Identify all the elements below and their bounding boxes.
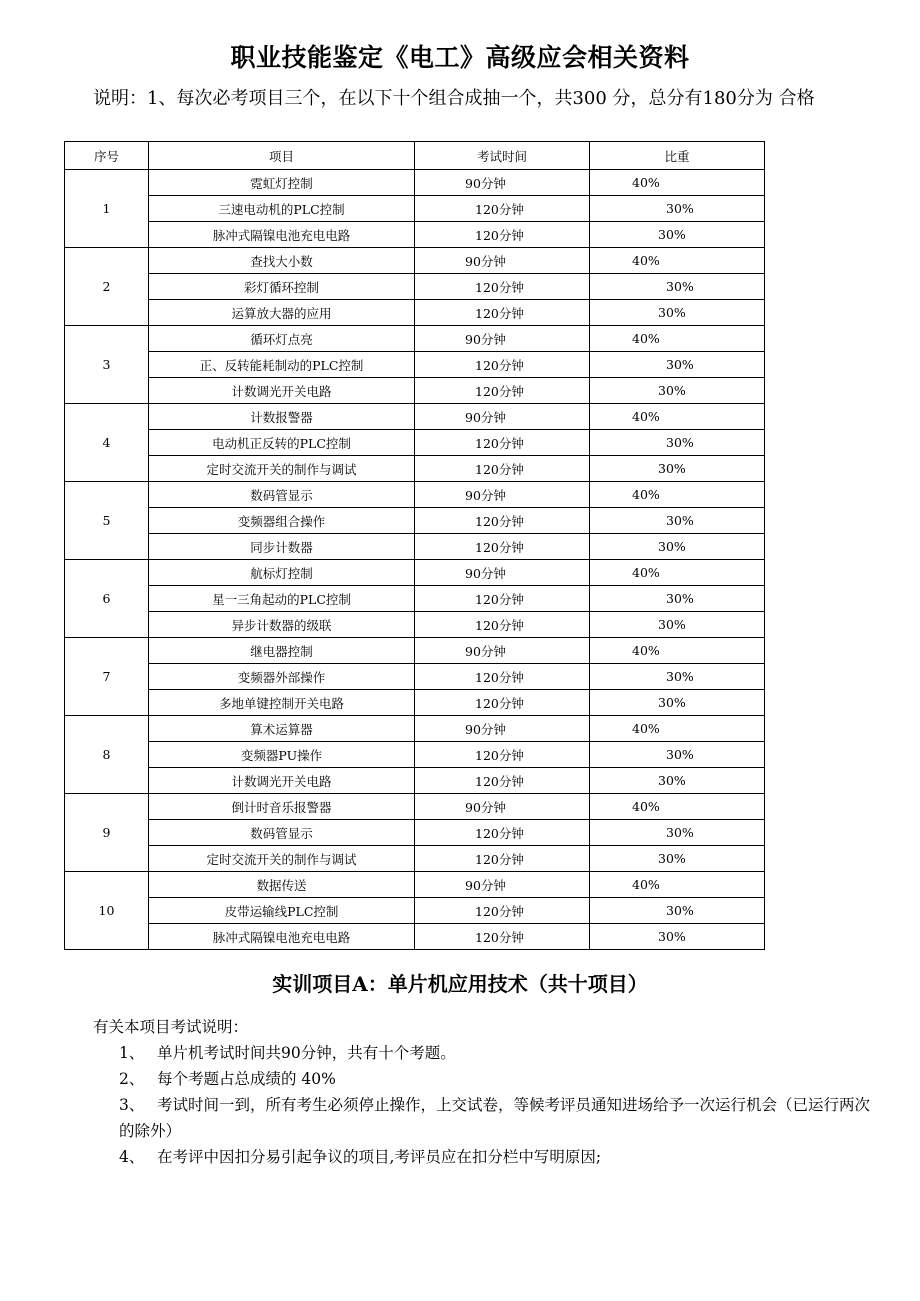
item-cell: 变频器外部操作 — [149, 664, 415, 690]
weight-cell: 40% — [590, 482, 765, 508]
item-cell: 数码管显示 — [149, 820, 415, 846]
header-time: 考试时间 — [415, 142, 590, 170]
item-cell: 同步计数器 — [149, 534, 415, 560]
note-item — [93, 1092, 873, 1144]
header-seq: 序号 — [65, 142, 149, 170]
group-seq-cell: 4 — [65, 404, 149, 482]
item-cell: 计数报警器 — [149, 404, 415, 430]
weight-cell: 30% — [590, 508, 765, 534]
item-cell: 运算放大器的应用 — [149, 300, 415, 326]
time-cell: 90分钟 — [415, 170, 590, 196]
weight-cell: 30% — [590, 690, 765, 716]
weight-cell: 40% — [590, 638, 765, 664]
item-cell: 计数调光开关电路 — [149, 378, 415, 404]
item-cell: 数据传送 — [149, 872, 415, 898]
table-row — [65, 430, 765, 456]
item-cell: 脉冲式隔镍电池充电电路 — [149, 222, 415, 248]
notes-heading: 有关本项目考试说明： — [93, 1018, 249, 1036]
document-title: 职业技能鉴定《电工》高级应会相关资料 — [230, 43, 690, 72]
group-seq-cell: 6 — [65, 560, 149, 638]
weight-cell: 30% — [590, 586, 765, 612]
time-cell: 120分钟 — [415, 352, 590, 378]
table-row — [65, 820, 765, 846]
item-cell: 异步计数器的级联 — [149, 612, 415, 638]
note-number: 4、 — [119, 1148, 145, 1166]
group-seq-cell: 8 — [65, 716, 149, 794]
group-seq-cell: 9 — [65, 794, 149, 872]
time-cell: 120分钟 — [415, 378, 590, 404]
weight-cell: 40% — [590, 326, 765, 352]
time-cell: 120分钟 — [415, 196, 590, 222]
time-cell: 120分钟 — [415, 924, 590, 950]
time-cell: 90分钟 — [415, 404, 590, 430]
time-cell: 120分钟 — [415, 768, 590, 794]
table-row — [65, 456, 765, 482]
note-item — [93, 1040, 873, 1066]
exam-table — [64, 141, 765, 950]
note-text: 在考评中因扣分易引起争议的项目,考评员应在扣分栏中写明原因; — [157, 1148, 602, 1166]
item-cell: 循环灯点亮 — [149, 326, 415, 352]
table-row — [65, 560, 765, 586]
time-cell: 90分钟 — [415, 560, 590, 586]
note-item — [93, 1066, 873, 1092]
weight-cell: 30% — [590, 378, 765, 404]
intro-text: 说明：1、每次必考项目三个，在以下十个组合成抽一个，共300 分，总分有180分为 合格 — [93, 88, 815, 109]
weight-cell: 30% — [590, 222, 765, 248]
note-number: 3、 — [119, 1096, 145, 1114]
table-row — [65, 248, 765, 274]
weight-cell: 30% — [590, 352, 765, 378]
table-row — [65, 664, 765, 690]
table-row — [65, 846, 765, 872]
time-cell: 120分钟 — [415, 586, 590, 612]
weight-cell: 30% — [590, 534, 765, 560]
group-seq-cell: 10 — [65, 872, 149, 950]
group-seq-cell: 7 — [65, 638, 149, 716]
item-cell: 变频器PU操作 — [149, 742, 415, 768]
time-cell: 120分钟 — [415, 508, 590, 534]
weight-cell: 30% — [590, 612, 765, 638]
table-header-row — [65, 142, 765, 170]
time-cell: 90分钟 — [415, 872, 590, 898]
table-row — [65, 768, 765, 794]
table-body — [65, 170, 765, 950]
weight-cell: 40% — [590, 170, 765, 196]
table-row — [65, 196, 765, 222]
item-cell: 脉冲式隔镍电池充电电路 — [149, 924, 415, 950]
weight-cell: 30% — [590, 742, 765, 768]
time-cell: 120分钟 — [415, 820, 590, 846]
group-seq-cell: 1 — [65, 170, 149, 248]
time-cell: 90分钟 — [415, 326, 590, 352]
table-row — [65, 716, 765, 742]
table-row — [65, 612, 765, 638]
weight-cell: 30% — [590, 924, 765, 950]
time-cell: 90分钟 — [415, 638, 590, 664]
weight-cell: 30% — [590, 274, 765, 300]
weight-cell: 40% — [590, 872, 765, 898]
time-cell: 90分钟 — [415, 248, 590, 274]
table-row — [65, 924, 765, 950]
time-cell: 90分钟 — [415, 482, 590, 508]
table-row — [65, 690, 765, 716]
time-cell: 120分钟 — [415, 274, 590, 300]
weight-cell: 40% — [590, 560, 765, 586]
time-cell: 120分钟 — [415, 300, 590, 326]
section-title: 实训项目A：单片机应用技术（共十项目） — [272, 972, 648, 996]
note-text: 单片机考试时间共90分钟，共有十个考题。 — [157, 1044, 456, 1062]
group-seq-cell: 3 — [65, 326, 149, 404]
table-row — [65, 326, 765, 352]
time-cell: 120分钟 — [415, 742, 590, 768]
weight-cell: 40% — [590, 794, 765, 820]
weight-cell: 40% — [590, 248, 765, 274]
note-text: 考试时间一到，所有考生必须停止操作，上交试卷，等候考评员通知进场给予一次运行机会（已运行两次的除外） — [119, 1096, 871, 1140]
time-cell: 120分钟 — [415, 898, 590, 924]
time-cell: 120分钟 — [415, 456, 590, 482]
weight-cell: 30% — [590, 430, 765, 456]
table-row — [65, 352, 765, 378]
table-row — [65, 586, 765, 612]
weight-cell: 30% — [590, 300, 765, 326]
table-row — [65, 222, 765, 248]
table-row — [65, 274, 765, 300]
weight-cell: 30% — [590, 768, 765, 794]
item-cell: 查找大小数 — [149, 248, 415, 274]
table-row — [65, 742, 765, 768]
item-cell: 皮带运输线PLC控制 — [149, 898, 415, 924]
note-number: 1、 — [119, 1044, 145, 1062]
table-row — [65, 404, 765, 430]
item-cell: 星一三角起动的PLC控制 — [149, 586, 415, 612]
time-cell: 120分钟 — [415, 222, 590, 248]
time-cell: 120分钟 — [415, 846, 590, 872]
item-cell: 正、反转能耗制动的PLC控制 — [149, 352, 415, 378]
note-item — [93, 1144, 873, 1170]
item-cell: 航标灯控制 — [149, 560, 415, 586]
note-text: 每个考题占总成绩的 40% — [157, 1070, 336, 1088]
time-cell: 120分钟 — [415, 690, 590, 716]
item-cell: 电动机正反转的PLC控制 — [149, 430, 415, 456]
time-cell: 120分钟 — [415, 430, 590, 456]
time-cell: 120分钟 — [415, 664, 590, 690]
table-row — [65, 534, 765, 560]
weight-cell: 30% — [590, 456, 765, 482]
item-cell: 三速电动机的PLC控制 — [149, 196, 415, 222]
item-cell: 数码管显示 — [149, 482, 415, 508]
weight-cell: 40% — [590, 404, 765, 430]
item-cell: 多地单键控制开关电路 — [149, 690, 415, 716]
group-seq-cell: 2 — [65, 248, 149, 326]
time-cell: 120分钟 — [415, 534, 590, 560]
item-cell: 计数调光开关电路 — [149, 768, 415, 794]
table-row — [65, 300, 765, 326]
item-cell: 霓虹灯控制 — [149, 170, 415, 196]
table-row — [65, 482, 765, 508]
item-cell: 定时交流开关的制作与调试 — [149, 456, 415, 482]
weight-cell: 30% — [590, 196, 765, 222]
item-cell: 继电器控制 — [149, 638, 415, 664]
item-cell: 变频器组合操作 — [149, 508, 415, 534]
weight-cell: 30% — [590, 820, 765, 846]
table-row — [65, 508, 765, 534]
time-cell: 120分钟 — [415, 612, 590, 638]
table-row — [65, 638, 765, 664]
item-cell: 倒计时音乐报警器 — [149, 794, 415, 820]
note-number: 2、 — [119, 1070, 145, 1088]
weight-cell: 30% — [590, 898, 765, 924]
weight-cell: 30% — [590, 846, 765, 872]
time-cell: 90分钟 — [415, 716, 590, 742]
time-cell: 90分钟 — [415, 794, 590, 820]
table-row — [65, 872, 765, 898]
table-row — [65, 794, 765, 820]
weight-cell: 30% — [590, 664, 765, 690]
table-row — [65, 378, 765, 404]
table-row — [65, 898, 765, 924]
item-cell: 算术运算器 — [149, 716, 415, 742]
header-weight: 比重 — [590, 142, 765, 170]
header-item: 项目 — [149, 142, 415, 170]
exam-notes — [93, 1014, 873, 1170]
item-cell: 彩灯循环控制 — [149, 274, 415, 300]
weight-cell: 40% — [590, 716, 765, 742]
group-seq-cell: 5 — [65, 482, 149, 560]
item-cell: 定时交流开关的制作与调试 — [149, 846, 415, 872]
table-row — [65, 170, 765, 196]
